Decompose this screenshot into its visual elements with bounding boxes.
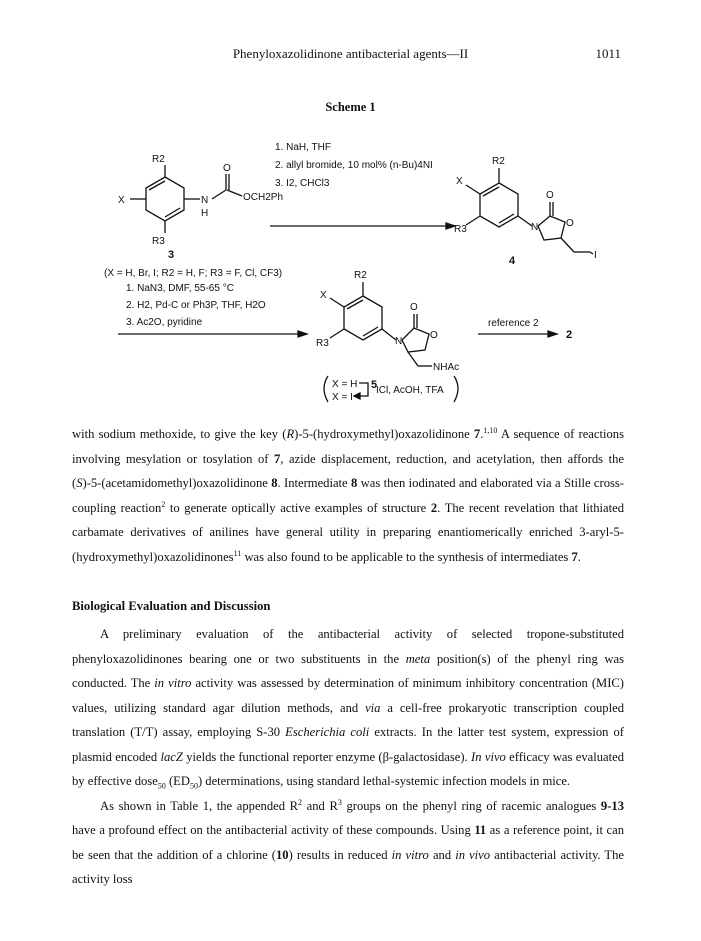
c3-benzene-ring	[146, 177, 184, 221]
reaction-scheme	[0, 130, 701, 420]
c5-ring-o-label: O	[430, 330, 438, 341]
step2-condition-1: 1. NaN3, DMF, 55-65 °C	[126, 283, 234, 294]
step1-condition-1: 1. NaH, THF	[275, 142, 331, 153]
c4-i-label: I	[594, 250, 597, 261]
compound-3-label: 3	[168, 249, 175, 261]
body-paragraph-1	[72, 422, 624, 569]
running-title: Phenyloxazolidinone antibacterial agents—II	[232, 46, 469, 61]
c3-x-label: X	[118, 195, 125, 206]
c5-x-label: X	[320, 290, 327, 301]
c4-x-label: X	[456, 176, 463, 187]
c5-r3-label: R3	[316, 338, 329, 349]
step2-condition-2: 2. H2, Pd-C or Ph3P, THF, H2O	[126, 300, 266, 311]
c5-benzene-ring	[344, 296, 382, 340]
c3-r3-label: R3	[152, 236, 165, 247]
c4-benzene-ring	[480, 183, 518, 227]
c3-och2ph-label: OCH2Ph	[243, 192, 284, 203]
c5-r2-label: R2	[354, 270, 367, 281]
page-number: 1011	[595, 46, 621, 61]
compound-4-label: 4	[509, 255, 516, 267]
iodination-from: X = H	[332, 379, 358, 390]
step3-condition: reference 2	[488, 318, 539, 329]
c4-ring-o-label: O	[566, 218, 574, 229]
c4-r3-label: R3	[454, 224, 467, 235]
compound-5-label: 5	[371, 379, 378, 391]
c4-n-label: N	[531, 222, 539, 233]
c3-o-label: O	[223, 163, 231, 174]
compound-2-label: 2	[566, 329, 573, 341]
c3-n-label: N	[201, 195, 209, 206]
substituent-note: (X = H, Br, I; R2 = H, F; R3 = F, Cl, CF3)	[104, 268, 283, 279]
step1-condition-3: 3. I2, CHCl3	[275, 178, 330, 189]
paragraph-3-text: As shown in Table 1, the appended $R^2$ and $R^3$ groups on the phenyl ring of racemic analogues 9-13 have a profound effect on the antibacterial activity of these compounds. Using 11 as a reference point, it can be seen that the addition of a chlorine (10) results in reduced in vitro and in vivo antibacterial activity. The activity loss	[72, 797, 625, 886]
c5-n-label: N	[395, 336, 403, 347]
c5-nhac-label: NHAc	[433, 362, 460, 373]
step2-condition-3: 3. Ac2O, pyridine	[126, 317, 203, 328]
scheme-title: Scheme 1	[325, 100, 376, 114]
paragraph-2-text: A preliminary evaluation of the antibacterial activity of selected tropone-substituted phenyloxazolidinones bearing one or two substituents in the meta position(s) of the phenyl ring was conducted. The in vitro activity was assessed by determination of minimum inhibitory concentration (MIC) values, utilizing standard agar dilution methods, and via a cell-free prokaryotic transcription coupled translation (T/T) assay, employing S-30 Escherichia coli extracts. In the latter test system, expression of plasmid encoded lacZ yields the functional reporter enzyme (β-galactosidase). In vivo efficacy was evaluated by effective dose$_{50}$ $(ED_{50})$ determinations, using standard lethal-systemic infection models in mice.	[72, 627, 625, 791]
iodination-to: X = I	[332, 392, 353, 403]
paragraph-1-text: with sodium methoxide, to give the key (R)-5-(hydroxymethyl)oxazolidinone 7.$^{1,10}$ A sequence of reactions involving mesylation or tosylation of 7, azide displacement, reduction, and acetylation, then affords the (S)-5-(acetamidomethyl)oxazolidinone 8. Intermediate 8 was then iodinated and elaborated via a Stille cross-coupling reaction$^2$ to generate optically active examples of structure 2. The recent revelation that lithiated carbamate derivatives of anilines have general utility in preparing enantiomerically enriched 3-aryl-5-(hydroxymethyl)oxazolidinones$^{11}$ was also found to be applicable to the synthesis of intermediates 7.	[72, 425, 624, 564]
iodination-reagent: ICl, AcOH, TFA	[376, 385, 444, 396]
step1-condition-2: 2. allyl bromide, 10 mol% (n-Bu)4NI	[275, 160, 433, 171]
section-heading: Biological Evaluation and Discussion	[72, 599, 271, 613]
c3-r2-label: R2	[152, 154, 165, 165]
c5-carbonyl-o-label: O	[410, 302, 418, 313]
c4-r2-label: R2	[492, 156, 505, 167]
c4-carbonyl-o-label: O	[546, 190, 554, 201]
c3-h-label: H	[201, 208, 209, 219]
body-paragraphs-2-3	[72, 622, 624, 892]
